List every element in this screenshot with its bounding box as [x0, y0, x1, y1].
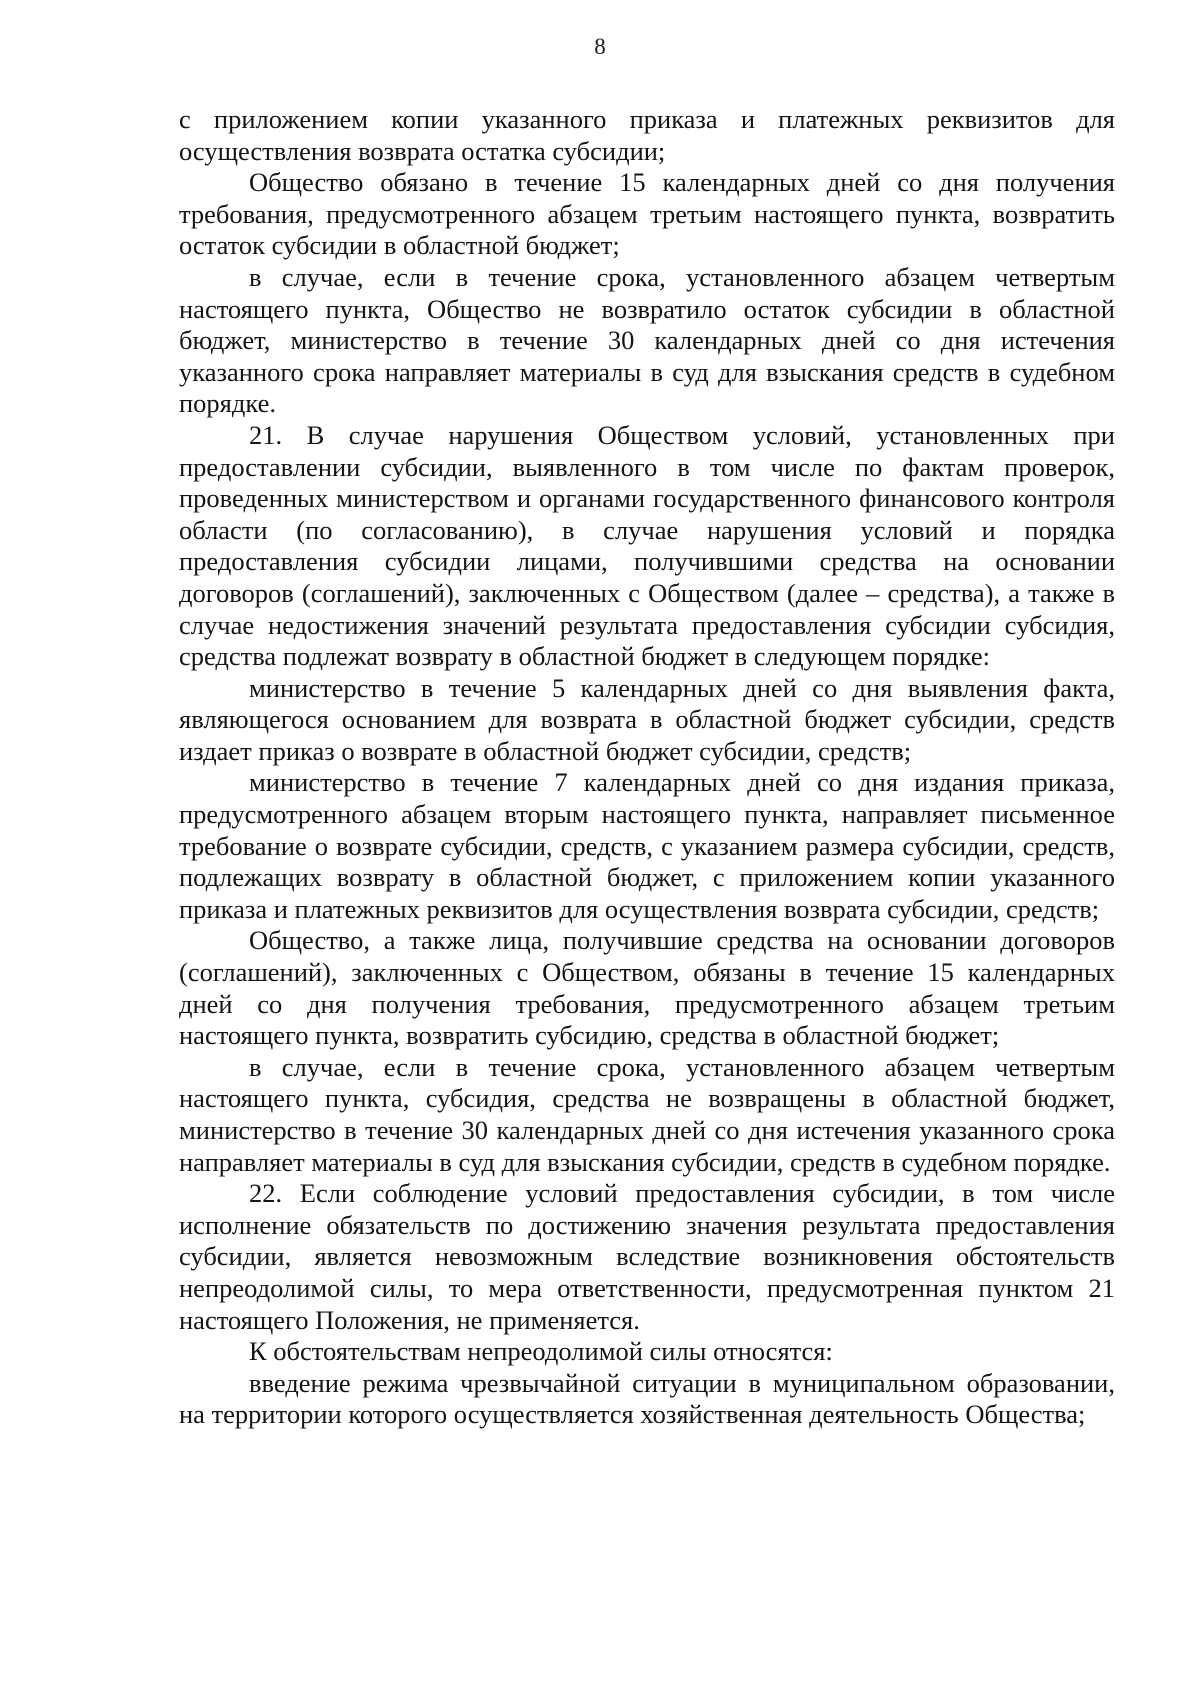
- paragraph-clause-21: 21. В случае нарушения Обществом условий, установленных при предоставлении субсидии, выявленного в том числе по фактам проверок, проведенных министерством и органами государственного финансового контроля области (по согласованию), в случае нарушения условий и порядка предоставления субсидии лицами, получившими средства на основании договоров (соглашений), заключенных с Обществом (далее – средства), а также в случае недостижения значений результата предоставления субсидии субсидия, средства подлежат возврату в областной бюджет в следующем порядке:: [179, 419, 1115, 672]
- paragraph-1: с приложением копии указанного приказа и платежных реквизитов для осуществления возврата остатка субсидии;: [179, 104, 1115, 166]
- paragraph-11: введение режима чрезвычайной ситуации в муниципальном образовании, на территории которого осуществляется хозяйственная деятельность Общества;: [179, 1367, 1115, 1430]
- page-number: 8: [594, 34, 606, 59]
- paragraph-5: министерство в течение 5 календарных дней со дня выявления факта, являющегося основанием для возврата в областной бюджет субсидии, средств издает приказ о возврате в областной бюджет субсидии, средств;: [179, 672, 1115, 766]
- paragraph-8: в случае, если в течение срока, установленного абзацем четвертым настоящего пункта, субсидия, средства не возвращены в областной бюджет, министерство в течение 30 календарных дней со дня истечения указанного срока направляет материалы в суд для взыскания субсидии, средств в судебном порядке.: [179, 1051, 1115, 1177]
- paragraph-6: министерство в течение 7 календарных дней со дня издания приказа, предусмотренного абзацем вторым настоящего пункта, направляет письменное требование о возврате субсидии, средств, с указанием размера субсидии, средств, подлежащих возврату в областной бюджет, с приложением копии указанного приказа и платежных реквизитов для осуществления возврата субсидии, средств;: [179, 767, 1115, 924]
- paragraph-2: Общество обязано в течение 15 календарных дней со дня получения требования, предусмотренного абзацем третьим настоящего пункта, возвратить остаток субсидии в областной бюджет;: [179, 167, 1115, 261]
- paragraph-10: К обстоятельствам непреодолимой силы относятся:: [249, 1336, 833, 1367]
- document-body: [179, 104, 1115, 1431]
- paragraph-clause-22: 22. Если соблюдение условий предоставления субсидии, в том числе исполнение обязательств по достижению значения результата предоставления субсидии, является невозможным вследствие возникновения обстоятельств непреодолимой силы, то мера ответственности, предусмотренная пунктом 21 настоящего Положения, не применяется.: [179, 1178, 1115, 1335]
- paragraph-3: в случае, если в течение срока, установленного абзацем четвертым настоящего пункта, Общество не возвратило остаток субсидии в областной бюджет, министерство в течение 30 календарных дней со дня истечения указанного срока направляет материалы в суд для взыскания средств в судебном порядке.: [179, 261, 1115, 419]
- paragraph-7: Общество, а также лица, получившие средства на основании договоров (соглашений), заключенных с Обществом, обязаны в течение 15 календарных дней со дня получения требования, предусмотренного абзацем третьим настоящего пункта, возвратить субсидию, средства в областной бюджет;: [179, 925, 1115, 1051]
